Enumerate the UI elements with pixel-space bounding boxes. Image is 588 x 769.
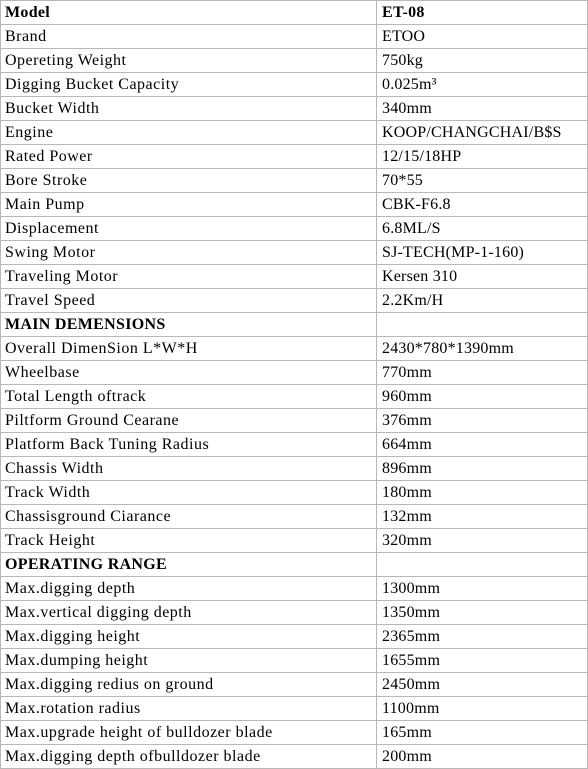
table-row bbox=[1, 745, 588, 769]
spec-label: Chassisground Ciarance bbox=[1, 505, 377, 529]
spec-value: 1655mm bbox=[377, 649, 588, 673]
spec-label: Track Width bbox=[1, 481, 377, 505]
spec-value: 320mm bbox=[377, 529, 588, 553]
spec-label: Max.vertical digging depth bbox=[1, 601, 377, 625]
spec-table-body bbox=[1, 1, 588, 769]
table-row bbox=[1, 505, 588, 529]
section-header: MAIN DEMENSIONS bbox=[1, 313, 377, 337]
spec-label: Digging Bucket Capacity bbox=[1, 73, 377, 97]
spec-value: CBK-F6.8 bbox=[377, 193, 588, 217]
table-row bbox=[1, 385, 588, 409]
spec-label: Main Pump bbox=[1, 193, 377, 217]
spec-value: 1100mm bbox=[377, 697, 588, 721]
section-header-row bbox=[1, 553, 588, 577]
table-row bbox=[1, 193, 588, 217]
spec-value: 340mm bbox=[377, 97, 588, 121]
table-row bbox=[1, 649, 588, 673]
spec-label: Wheelbase bbox=[1, 361, 377, 385]
table-row bbox=[1, 457, 588, 481]
spec-label: Total Length oftrack bbox=[1, 385, 377, 409]
table-row bbox=[1, 73, 588, 97]
table-row bbox=[1, 217, 588, 241]
spec-value: 70*55 bbox=[377, 169, 588, 193]
table-row bbox=[1, 577, 588, 601]
table-row bbox=[1, 121, 588, 145]
spec-label: Swing Motor bbox=[1, 241, 377, 265]
spec-value: 200mm bbox=[377, 745, 588, 769]
spec-label: Max.upgrade height of bulldozer blade bbox=[1, 721, 377, 745]
spec-value: 376mm bbox=[377, 409, 588, 433]
spec-value: ET-08 bbox=[377, 1, 588, 25]
spec-label: Traveling Motor bbox=[1, 265, 377, 289]
table-row bbox=[1, 409, 588, 433]
spec-label: Displacement bbox=[1, 217, 377, 241]
table-row bbox=[1, 337, 588, 361]
table-row bbox=[1, 481, 588, 505]
spec-value: 2430*780*1390mm bbox=[377, 337, 588, 361]
table-row bbox=[1, 241, 588, 265]
spec-value: 2.2Km/H bbox=[377, 289, 588, 313]
spec-label: Opereting Weight bbox=[1, 49, 377, 73]
table-row bbox=[1, 169, 588, 193]
spec-value: ETOO bbox=[377, 25, 588, 49]
spec-value: 960mm bbox=[377, 385, 588, 409]
spec-label: Bore Stroke bbox=[1, 169, 377, 193]
spec-value: 896mm bbox=[377, 457, 588, 481]
spec-label: Brand bbox=[1, 25, 377, 49]
table-row bbox=[1, 289, 588, 313]
spec-value: 770mm bbox=[377, 361, 588, 385]
table-row bbox=[1, 625, 588, 649]
spec-value: 750kg bbox=[377, 49, 588, 73]
spec-label: Max.digging depth bbox=[1, 577, 377, 601]
spec-label: Track Height bbox=[1, 529, 377, 553]
table-row bbox=[1, 697, 588, 721]
spec-label: Max.digging redius on ground bbox=[1, 673, 377, 697]
spec-value: 1300mm bbox=[377, 577, 588, 601]
table-row bbox=[1, 49, 588, 73]
section-header-row bbox=[1, 313, 588, 337]
spec-label: Max.rotation radius bbox=[1, 697, 377, 721]
spec-label: Piltform Ground Cearane bbox=[1, 409, 377, 433]
spec-value bbox=[377, 553, 588, 577]
spec-value bbox=[377, 313, 588, 337]
section-header: OPERATING RANGE bbox=[1, 553, 377, 577]
table-row bbox=[1, 529, 588, 553]
spec-label: Max.digging height bbox=[1, 625, 377, 649]
spec-label: Engine bbox=[1, 121, 377, 145]
table-row bbox=[1, 97, 588, 121]
table-row bbox=[1, 673, 588, 697]
spec-value: 1350mm bbox=[377, 601, 588, 625]
spec-value: 180mm bbox=[377, 481, 588, 505]
spec-label: Platform Back Tuning Radius bbox=[1, 433, 377, 457]
spec-label: Model bbox=[1, 1, 377, 25]
table-row bbox=[1, 145, 588, 169]
spec-value: 12/15/18HP bbox=[377, 145, 588, 169]
spec-value: 0.025m³ bbox=[377, 73, 588, 97]
spec-label: Overall DimenSion L*W*H bbox=[1, 337, 377, 361]
table-row bbox=[1, 721, 588, 745]
table-row bbox=[1, 1, 588, 25]
spec-value: KOOP/CHANGCHAI/B$S bbox=[377, 121, 588, 145]
spec-label: Rated Power bbox=[1, 145, 377, 169]
spec-label: Max.dumping height bbox=[1, 649, 377, 673]
table-row bbox=[1, 601, 588, 625]
spec-value: SJ-TECH(MP-1-160) bbox=[377, 241, 588, 265]
spec-label: Max.digging depth ofbulldozer blade bbox=[1, 745, 377, 769]
spec-value: 165mm bbox=[377, 721, 588, 745]
spec-value: 6.8ML/S bbox=[377, 217, 588, 241]
table-row bbox=[1, 265, 588, 289]
spec-value: 2450mm bbox=[377, 673, 588, 697]
table-row bbox=[1, 361, 588, 385]
spec-value: Kersen 310 bbox=[377, 265, 588, 289]
spec-label: Chassis Width bbox=[1, 457, 377, 481]
spec-label: Bucket Width bbox=[1, 97, 377, 121]
spec-value: 664mm bbox=[377, 433, 588, 457]
spec-value: 2365mm bbox=[377, 625, 588, 649]
spec-label: Travel Speed bbox=[1, 289, 377, 313]
table-row bbox=[1, 25, 588, 49]
spec-value: 132mm bbox=[377, 505, 588, 529]
table-row bbox=[1, 433, 588, 457]
